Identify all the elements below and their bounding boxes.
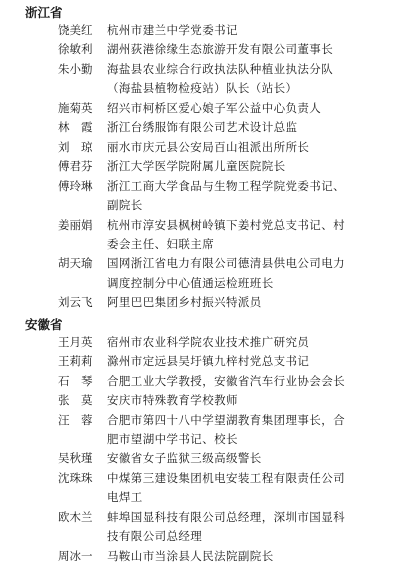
person-title: 海盐县农业综合行政执法队种植业执法分队: [107, 61, 334, 76]
person-title-continued: 肥市望湖中学书记、校长: [107, 431, 238, 446]
person-title-continued: 调度控制分中心值通运检班班长: [107, 275, 274, 290]
person-title-continued: 委会主任、妇联主席: [107, 236, 215, 251]
person-name: 徐敏利: [58, 42, 93, 57]
person-name: 傅玲琳: [58, 178, 93, 193]
person-name: 林 霞: [58, 120, 93, 135]
province-heading: 浙江省: [25, 5, 63, 20]
person-title: 湖州荻港徐缘生态旅游开发有限公司董事长: [107, 42, 334, 57]
person-title-continued: 电焊工: [107, 490, 143, 505]
person-title: 合肥工业大学教授，安徽省汽车行业协会会长: [107, 373, 345, 388]
province-heading: 安徽省: [25, 316, 63, 332]
person-title: 马鞍山市当涂县人民法院副院长: [107, 548, 274, 563]
person-title-continued: 副院长: [107, 198, 143, 213]
person-name: 胡天瑜: [58, 256, 93, 271]
person-title: 浙江工商大学食品与生物工程学院党委书记、: [107, 178, 345, 193]
person-title: 浙江台绣服饰有限公司艺术设计总监: [107, 120, 298, 135]
person-name: 王月英: [58, 334, 93, 349]
person-name: 王莉莉: [58, 354, 93, 369]
person-title: 杭州市淳安县枫树岭镇下姜村党总支书记、村: [107, 217, 345, 232]
person-title: 丽水市庆元县公安局百山祖派出所所长: [107, 139, 310, 154]
person-title: 中煤第三建设集团机电安装工程有限责任公司: [107, 470, 345, 485]
person-title: 浙江大学医学院附属儿童医院院长: [107, 159, 286, 174]
person-name: 沈珠珠: [58, 470, 93, 485]
person-name: 吴秋瑾: [58, 451, 93, 466]
person-name: 石 琴: [58, 373, 93, 388]
person-title: 宿州市农业科学院农业技术推广研究员: [107, 334, 310, 349]
person-title: 阿里巴巴集团乡村振兴特派员: [107, 295, 262, 310]
person-name: 刘云飞: [58, 295, 93, 310]
person-title: 蚌埠国显科技有限公司总经理，深圳市国显科: [107, 509, 345, 524]
person-title: 绍兴市柯桥区爱心娘子军公益中心负责人: [107, 100, 322, 115]
person-title: 滁州市定远县吴圩镇九梓村党总支书记: [107, 354, 310, 369]
person-title: 合肥市第四十八中学望湖教育集团理事长，合: [107, 412, 345, 427]
person-title: 国网浙江省电力有限公司德清县供电公司电力: [107, 256, 345, 271]
person-name: 刘 琼: [58, 139, 93, 154]
person-title-continued: （海盐县植物检疫站）队长（站长）: [107, 81, 298, 96]
person-name: 施菊英: [58, 100, 93, 115]
person-name: 朱小勤: [58, 61, 93, 76]
person-name: 欧木兰: [58, 509, 93, 524]
person-name: 姜丽娟: [58, 217, 93, 232]
person-name: 周冰一: [58, 548, 93, 563]
person-name: 傅君芬: [58, 159, 93, 174]
person-title: 安庆市特殊教育学校教师: [107, 393, 238, 408]
person-name: 饶美红: [58, 23, 93, 37]
person-title: 安徽省女子监狱三级高级警长: [107, 451, 262, 466]
person-title: 杭州市建兰中学党委书记: [107, 23, 238, 37]
person-name: 张 莫: [58, 393, 93, 408]
person-name: 汪 蓉: [58, 412, 93, 427]
person-title-continued: 技有限公司总经理: [107, 529, 203, 544]
